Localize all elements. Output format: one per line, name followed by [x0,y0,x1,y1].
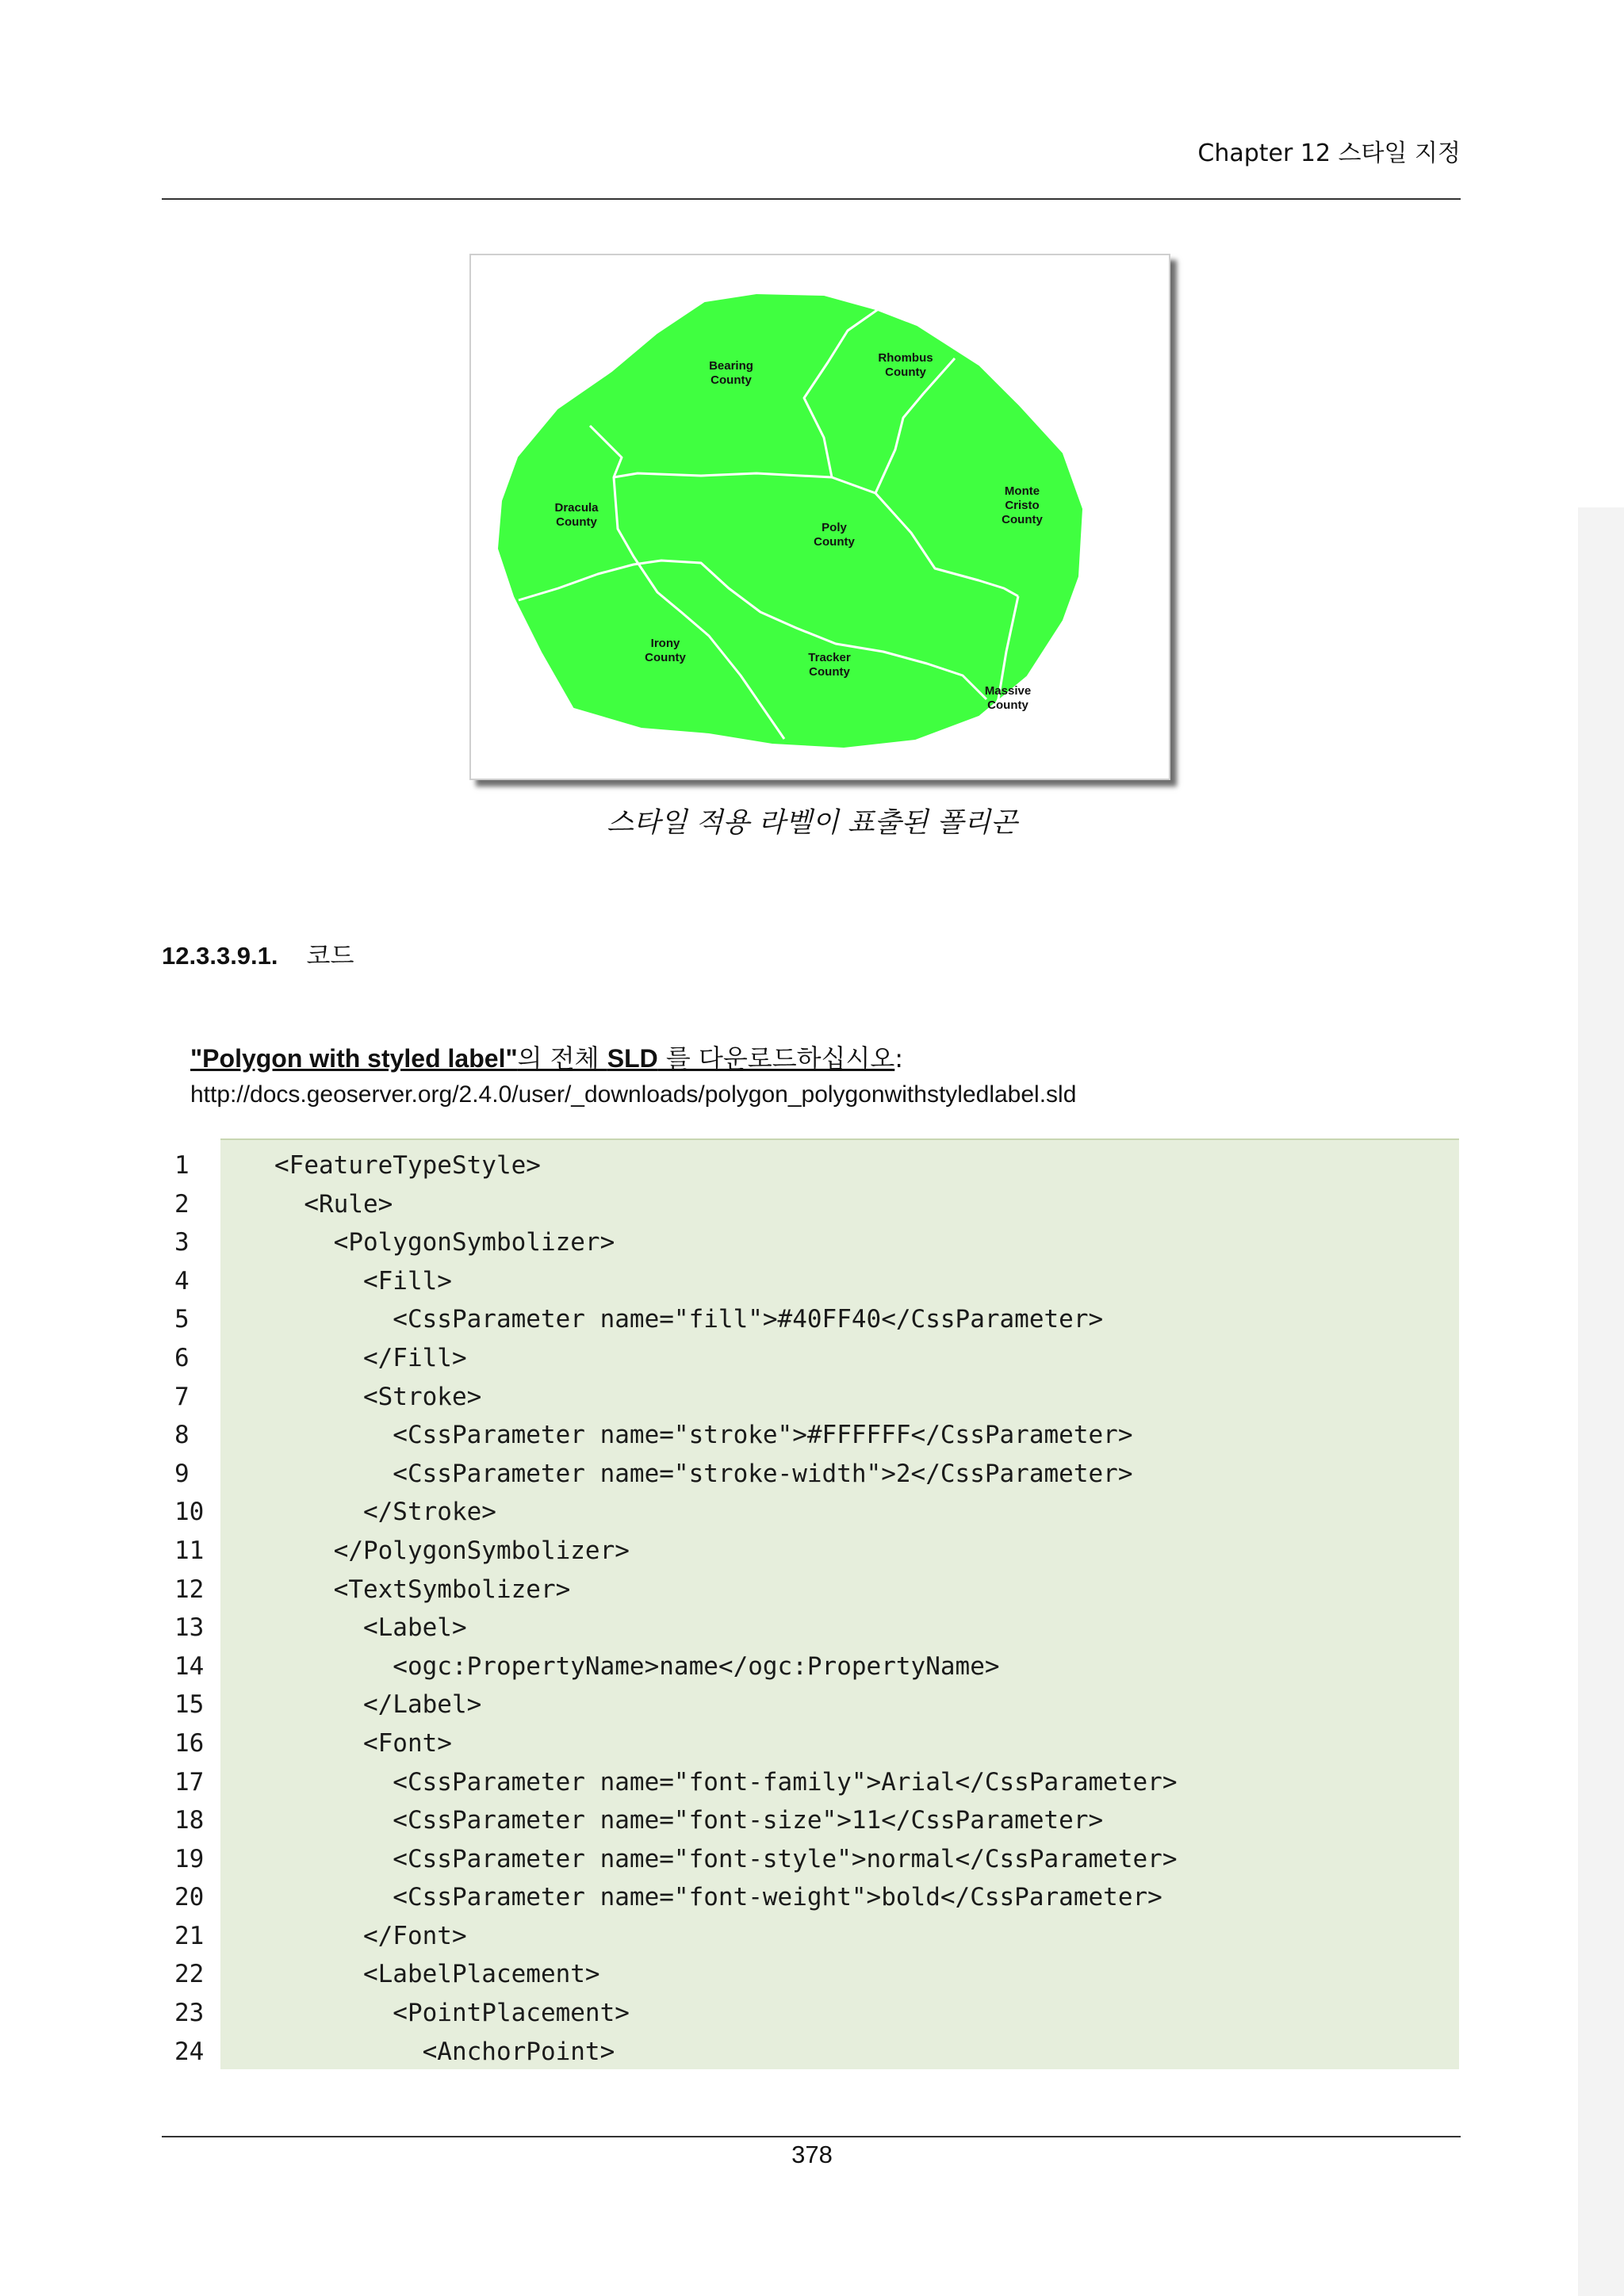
figure-caption: 스타일 적용 라벨이 표출된 폴리곤 [607,807,1017,839]
code-line: <CssParameter name="stroke">#FFFFFF</CssParameter> [274,1421,1133,1450]
code-line: <CssParameter name="font-size">11</CssParameter> [274,1806,1104,1835]
code-line: <PointPlacement> [274,1999,630,2028]
line-numbers [174,1146,214,2071]
line-number: 11 [174,1536,205,1565]
code-line: </Font> [274,1921,467,1950]
code-line: <Stroke> [274,1382,482,1411]
line-number: 7 [174,1382,190,1411]
line-number: 23 [174,1999,205,2028]
running-header: Chapter 12 스타일 지정 [1197,140,1461,167]
line-number: 24 [174,2037,205,2066]
line-number: 4 [174,1266,190,1295]
code-line: <AnchorPoint> [274,2037,615,2066]
page-number: 378 [791,2141,833,2168]
download-sld-link[interactable] [190,1043,894,1073]
line-number: 21 [174,1921,205,1950]
section-number: 12.3.3.9.1. [162,942,278,970]
line-number: 17 [174,1767,205,1797]
line-number: 3 [174,1228,190,1257]
code-line: <CssParameter name="font-family">Arial</CssParameter> [274,1767,1178,1797]
section-title: 코드 [306,942,354,970]
footer-rule [162,2136,1461,2137]
header-rule [162,198,1461,200]
line-number: 9 [174,1459,190,1488]
code-line: <ogc:PropertyName>name</ogc:PropertyName> [274,1651,1000,1681]
section-heading [162,936,354,971]
line-number: 15 [174,1690,205,1720]
line-number: 1 [174,1151,190,1180]
line-number: 20 [174,1883,205,1912]
code-line: <TextSymbolizer> [274,1575,571,1604]
label-bearing-line1: Bearing [709,359,753,373]
code-line: <CssParameter name="fill">#40FF40</CssParameter> [274,1305,1104,1334]
code-line: <Label> [274,1613,467,1643]
code-line: <LabelPlacement> [274,1960,600,1989]
line-number: 8 [174,1421,190,1450]
label-bearing-line2: County [710,373,752,387]
code-line: </PolygonSymbolizer> [274,1536,630,1565]
line-number: 10 [174,1498,205,1527]
label-rhombus-line1: Rhombus [878,351,933,365]
code-line: <FeatureTypeStyle> [274,1151,541,1180]
line-number: 5 [174,1305,190,1334]
label-rhombus-line2: County [885,365,926,379]
line-number: 22 [174,1960,205,1989]
download-link-text2: 를 다운로드하십시오 [657,1043,895,1073]
code-line: <CssParameter name="font-style">normal</CssParameter> [274,1844,1178,1873]
code-line: </Fill> [274,1343,467,1372]
line-number: 19 [174,1844,205,1873]
download-colon: : [894,1043,904,1073]
download-url: http://docs.geoserver.org/2.4.0/user/_downloads/polygon_polygonwithstyledlabel.sld [190,1081,1077,1108]
label-irony-line2: County [645,651,686,664]
line-number: 6 [174,1343,190,1372]
label-massive-line2: County [987,698,1028,712]
code-line: <PolygonSymbolizer> [274,1228,615,1257]
code-line: </Stroke> [274,1498,496,1527]
line-number: 12 [174,1575,205,1604]
line-number: 16 [174,1728,205,1758]
code-line: </Label> [274,1690,482,1720]
label-monte-line1: Monte [1004,484,1040,498]
page-edge-shade [1578,507,1624,2296]
label-poly-line1: Poly [822,521,847,534]
code-line: <Rule> [274,1189,393,1219]
label-irony-line1: Irony [650,637,680,650]
download-link-bold: "Polygon with styled label" [190,1044,518,1073]
label-dracula-line1: Dracula [554,501,599,515]
code-line: <Fill> [274,1266,452,1295]
label-monte-line3: County [1002,513,1043,526]
label-dracula-line2: County [556,515,597,529]
map-figure [469,254,1170,780]
label-tracker-line1: Tracker [808,651,851,664]
label-monte-line2: Cristo [1005,499,1040,512]
download-link-sld: SLD [607,1044,658,1073]
code-line: <CssParameter name="font-weight">bold</CssParameter> [274,1883,1162,1912]
line-number: 14 [174,1651,205,1681]
code-line: <Font> [274,1728,452,1758]
label-poly-line2: County [814,535,855,549]
download-line [190,1039,903,1075]
code-lines [274,1146,1448,2071]
line-number: 2 [174,1189,190,1219]
code-line: <CssParameter name="stroke-width">2</CssParameter> [274,1459,1133,1488]
label-massive-line1: Massive [984,684,1032,698]
map-frame [469,254,1170,780]
polygon-map [471,255,1169,779]
line-number: 18 [174,1806,205,1835]
label-tracker-line2: County [809,665,850,679]
download-link-text1: 의 전체 [517,1043,607,1073]
line-number: 13 [174,1613,205,1643]
